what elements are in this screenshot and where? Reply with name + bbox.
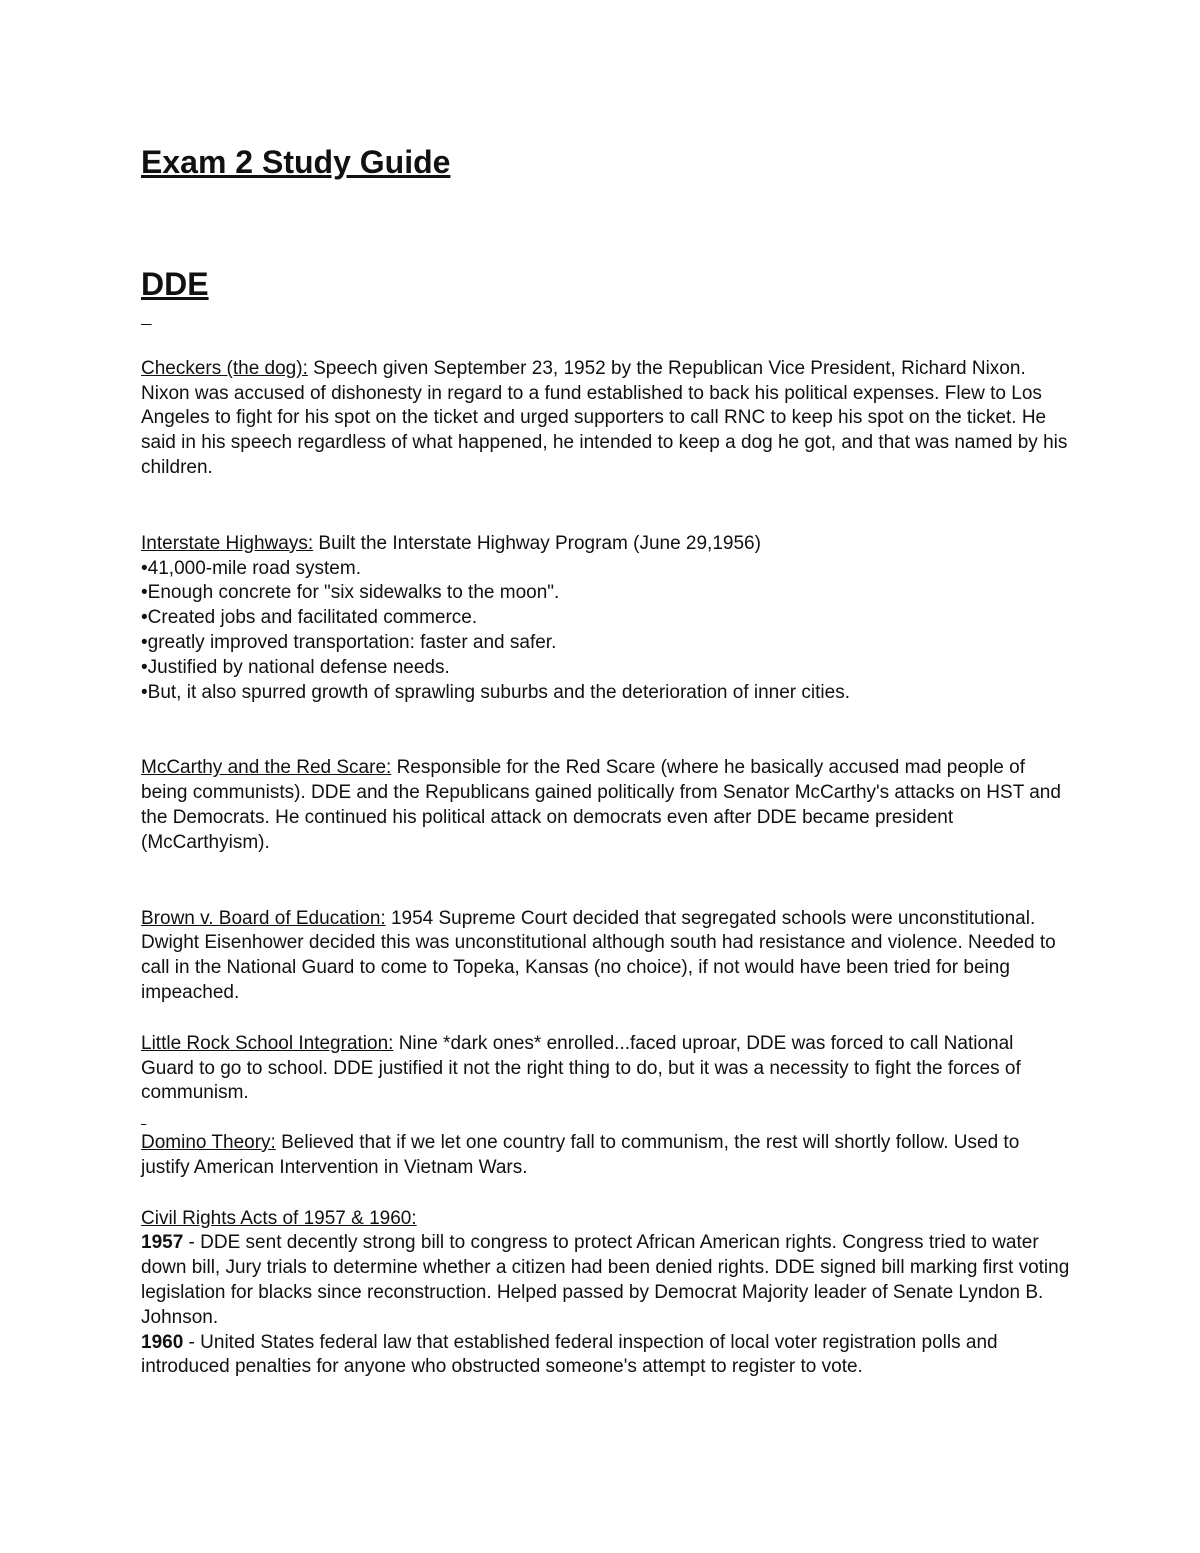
list-item: • But, it also spurred growth of sprawling suburbs and the deterioration of inner cities.: [141, 681, 1071, 706]
entry-civil-rights-1960: [141, 1331, 1071, 1381]
list-item: • Created jobs and facilitated commerce.: [141, 606, 1071, 631]
blank-underlined-line: [141, 1106, 1071, 1131]
section-heading-dde: DDE: [141, 266, 209, 302]
text-brown: 1954 Supreme Court decided that segregated schools were unconstitutional. Dwight Eisenhower decided this was unconstitutional although south had resistance and violence. Needed to call in the National Guard to come to Topeka, Kansas (no choice), if not would have been tried for being impeached.: [141, 907, 1056, 1003]
blank-underlined-line: [141, 306, 1071, 331]
list-item: • Enough concrete for "six sidewalks to the moon".: [141, 581, 1071, 606]
text-checkers: Speech given September 23, 1952 by the Republican Vice President, Richard Nixon. Nixon was accused of dishonesty in regard to a fund established to back his political expenses. Flew to Los Angeles to fight for his spot on the ticket and urged supporters to call RNC to keep his spot on the ticket. He said in his speech regardless of what happened, he intended to keep a dog he got, and that was named by his children.: [141, 357, 1068, 478]
year-1960-label: 1960: [141, 1331, 184, 1353]
term-little-rock: Little Rock School Integration:: [141, 1032, 394, 1054]
text-1960: - United States federal law that established federal inspection of local voter registration polls and introduced penalties for anyone who obstructed someone's attempt to register to vote.: [141, 1331, 998, 1378]
text-1957: - DDE sent decently strong bill to congress to protect African American rights. Congress tried to water down bill, Jury trials to determine whether a citizen had been denied rights. DDE signed bill marking first voting legislation for blacks since reconstruction. Helped passed by Democrat Majority leader of Senate Lyndon B. Johnson.: [141, 1232, 1070, 1328]
year-1957-label: 1957: [141, 1232, 184, 1254]
text-highways: Built the Interstate Highway Program (June 29,1956): [313, 532, 761, 554]
entry-civil-rights-heading: [141, 1207, 1071, 1232]
list-item: • 41,000-mile road system.: [141, 557, 1071, 582]
entry-checkers: [141, 357, 1071, 481]
text-mccarthy: Responsible for the Red Scare (where he basically accused mad people of being communists). DDE and the Republicans gained politically from Senator McCarthy's attacks on HST and the Democrats. He continued his political attack on democrats even after DDE became president (McCarthyism).: [141, 757, 1061, 853]
list-item: • greatly improved transportation: faster and safer.: [141, 631, 1071, 656]
term-domino: Domino Theory:: [141, 1131, 276, 1153]
entry-domino: [141, 1131, 1071, 1181]
entry-little-rock: [141, 1032, 1071, 1106]
term-civil-rights: Civil Rights Acts of 1957 & 1960:: [141, 1207, 417, 1229]
entry-highways: [141, 532, 1071, 557]
entry-mccarthy: [141, 756, 1071, 855]
list-item: • Justified by national defense needs.: [141, 656, 1071, 681]
term-checkers: Checkers (the dog):: [141, 357, 308, 379]
text-domino: Believed that if we let one country fall to communism, the rest will shortly follow. Used to justify American Intervention in Vietnam Wars.: [141, 1131, 1020, 1178]
document-title: Exam 2 Study Guide: [141, 144, 451, 180]
entry-brown: [141, 907, 1071, 1006]
term-mccarthy: McCarthy and the Red Scare:: [141, 757, 392, 779]
document-page: [141, 140, 1071, 1380]
term-highways: Interstate Highways:: [141, 532, 314, 554]
entry-civil-rights-1957: [141, 1231, 1071, 1330]
highways-bullet-list: [141, 557, 1071, 706]
term-brown: Brown v. Board of Education:: [141, 907, 386, 929]
text-little-rock: Nine *dark ones* enrolled...faced uproar, DDE was forced to call National Guard to go to school. DDE justified it not the right thing to do, but it was a necessity to fight the forces of communism.: [141, 1032, 1021, 1104]
